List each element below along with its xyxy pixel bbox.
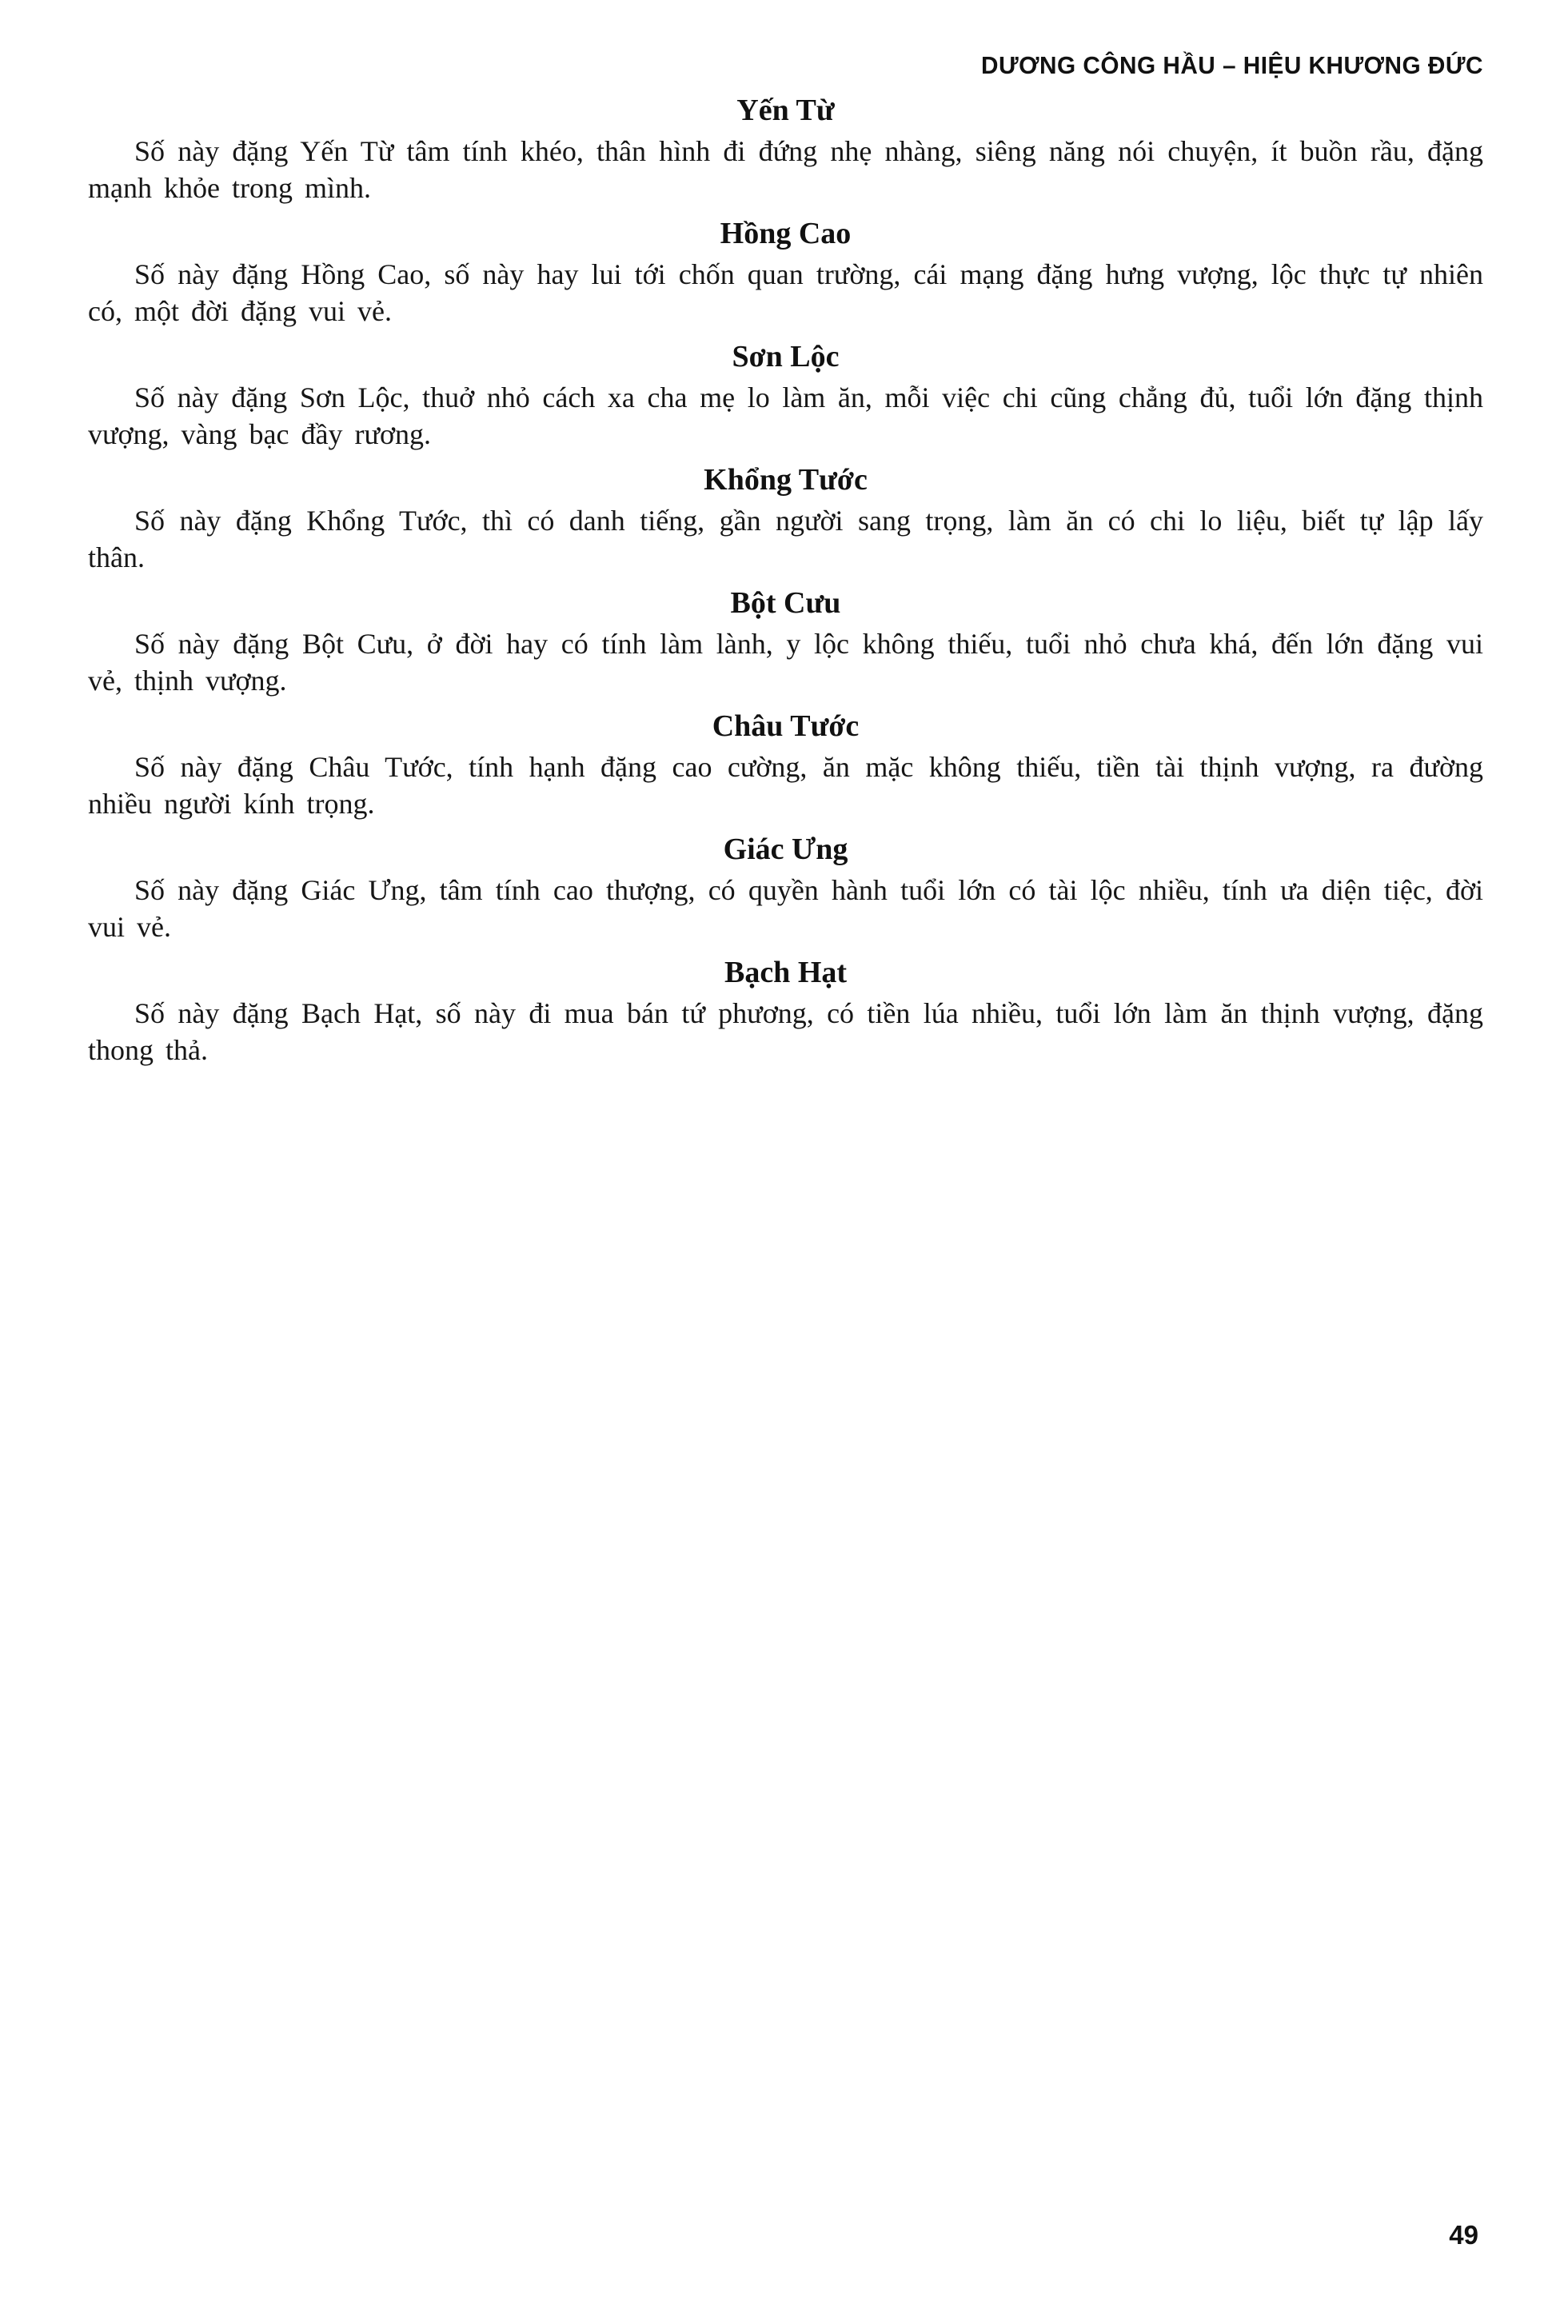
section-hong-cao [88,214,1483,329]
section-son-loc [88,337,1483,453]
section-khong-tuoc [88,461,1483,576]
section-body: Số này đặng Giác Ưng, tâm tính cao thượng, có quyền hành tuổi lớn có tài lộc nhiều, tính ưa diện tiệc, đời vui vẻ. [88,874,1483,943]
section-title: Hồng Cao [720,217,852,250]
page-content [88,51,1483,1068]
section-body: Số này đặng Hồng Cao, số này hay lui tới chốn quan trường, cái mạng đặng hưng vượng, lộc thực tự nhiên có, một đời đặng vui vẻ. [88,258,1483,327]
section-bach-hat [88,953,1483,1068]
section-bot-cuu [88,584,1483,699]
section-title: Bột Cưu [730,586,841,620]
section-chau-tuoc [88,707,1483,822]
section-title: Yến Từ [736,94,835,127]
section-title: Châu Tước [712,709,860,743]
section-body: Số này đặng Sơn Lộc, thuở nhỏ cách xa cha mẹ lo làm ăn, mỗi việc chi cũng chẳng đủ, tuổi lớn đặng thịnh vượng, vàng bạc đầy rương. [88,381,1483,450]
section-giac-ung [88,830,1483,945]
section-title: Khổng Tước [704,463,868,497]
section-title: Giác Ưng [723,833,848,866]
running-header: DƯƠNG CÔNG HẦU – HIỆU KHƯƠNG ĐỨC [981,51,1483,79]
section-body: Số này đặng Bột Cưu, ở đời hay có tính làm lành, y lộc không thiếu, tuổi nhỏ chưa khá, đến lớn đặng vui vẻ, thịnh vượng. [88,628,1483,697]
section-body: Số này đặng Bạch Hạt, số này đi mua bán tứ phương, có tiền lúa nhiều, tuổi lớn làm ăn thịnh vượng, đặng thong thả. [88,997,1483,1066]
section-body: Số này đặng Yến Từ tâm tính khéo, thân hình đi đứng nhẹ nhàng, siêng năng nói chuyện, ít buồn rầu, đặng mạnh khỏe trong mình. [88,135,1483,204]
section-title: Sơn Lộc [732,340,840,373]
section-yen-tu [88,91,1483,206]
section-body: Số này đặng Châu Tước, tính hạnh đặng cao cường, ăn mặc không thiếu, tiền tài thịnh vượng, ra đường nhiều người kính trọng. [88,751,1483,820]
section-title: Bạch Hạt [724,956,848,989]
section-body: Số này đặng Khổng Tước, thì có danh tiếng, gần người sang trọng, làm ăn có chi lo liệu, biết tự lập lấy thân. [88,505,1483,573]
page-number: 49 [1449,2220,1478,2250]
